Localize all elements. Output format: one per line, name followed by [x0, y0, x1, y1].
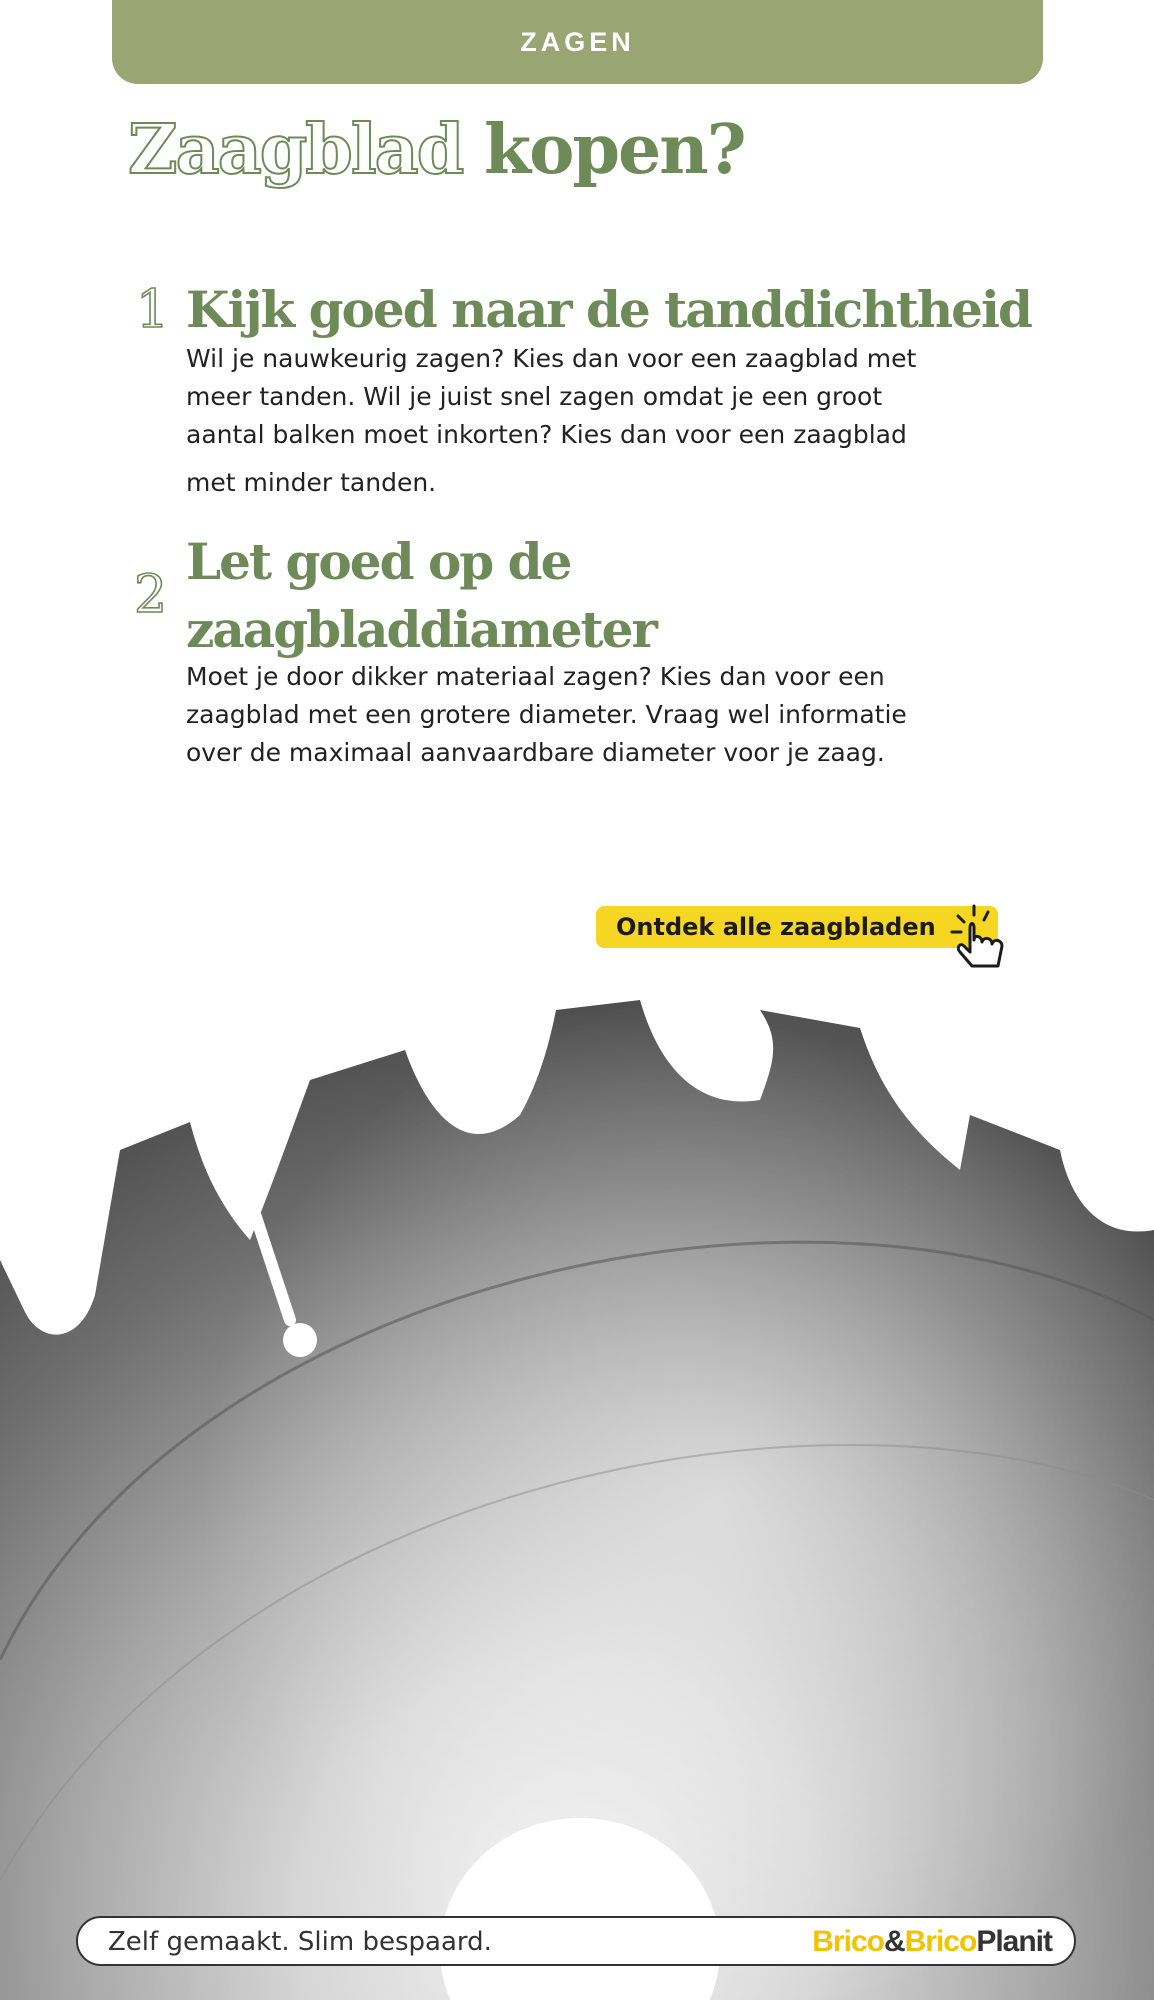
brand-logo-planit: Planit	[976, 1925, 1052, 1958]
step-2-text	[186, 658, 1016, 772]
page-title-solid: kopen?	[483, 110, 745, 190]
step-1-number: 1	[136, 280, 170, 340]
footer-bar	[76, 1916, 1076, 1966]
step-2-text-line: Moet je door dikker materiaal zagen? Kies dan voor een	[186, 662, 885, 691]
step-2-number: 2	[134, 565, 168, 625]
brand-logo	[812, 1925, 1052, 1959]
brand-logo-ampersand: &	[883, 1925, 905, 1958]
category-tab	[112, 0, 1043, 84]
step-2-heading-line: Let goed op de	[186, 532, 571, 591]
step-1-heading: Kijk goed naar de tanddichtheid	[186, 280, 1031, 339]
step-2-heading	[186, 528, 656, 664]
page-title-outline: Zaagblad	[128, 110, 463, 190]
cta-label: Ontdek alle zaagbladen	[616, 913, 936, 941]
step-1-text	[186, 340, 1016, 502]
category-label: ZAGEN	[520, 26, 635, 57]
brand-logo-brico-2: Brico	[904, 1925, 977, 1958]
step-1-text-line: meer tanden. Wil je juist snel zagen omdat je een groot	[186, 382, 883, 411]
page-title	[128, 110, 745, 190]
discover-saw-blades-button[interactable]	[596, 906, 998, 948]
step-2-text-line: over de maximaal aanvaardbare diameter voor je zaag.	[186, 738, 885, 767]
pointing-hand-click-icon[interactable]	[944, 902, 1014, 972]
step-1-text-line: Wil je nauwkeurig zagen? Kies dan voor een zaagblad met	[186, 344, 917, 373]
step-2-heading-line: zaagbladdiameter	[186, 600, 656, 659]
footer-tagline: Zelf gemaakt. Slim bespaard.	[108, 1927, 492, 1957]
brand-logo-brico: Brico	[812, 1925, 884, 1958]
step-2-text-line: zaagblad met een grotere diameter. Vraag wel informatie	[186, 700, 907, 729]
step-1-text-line: met minder tanden.	[186, 468, 437, 497]
saw-blade-image	[0, 900, 1154, 2000]
step-1-text-line: aantal balken moet inkorten? Kies dan voor een zaagblad	[186, 420, 907, 449]
